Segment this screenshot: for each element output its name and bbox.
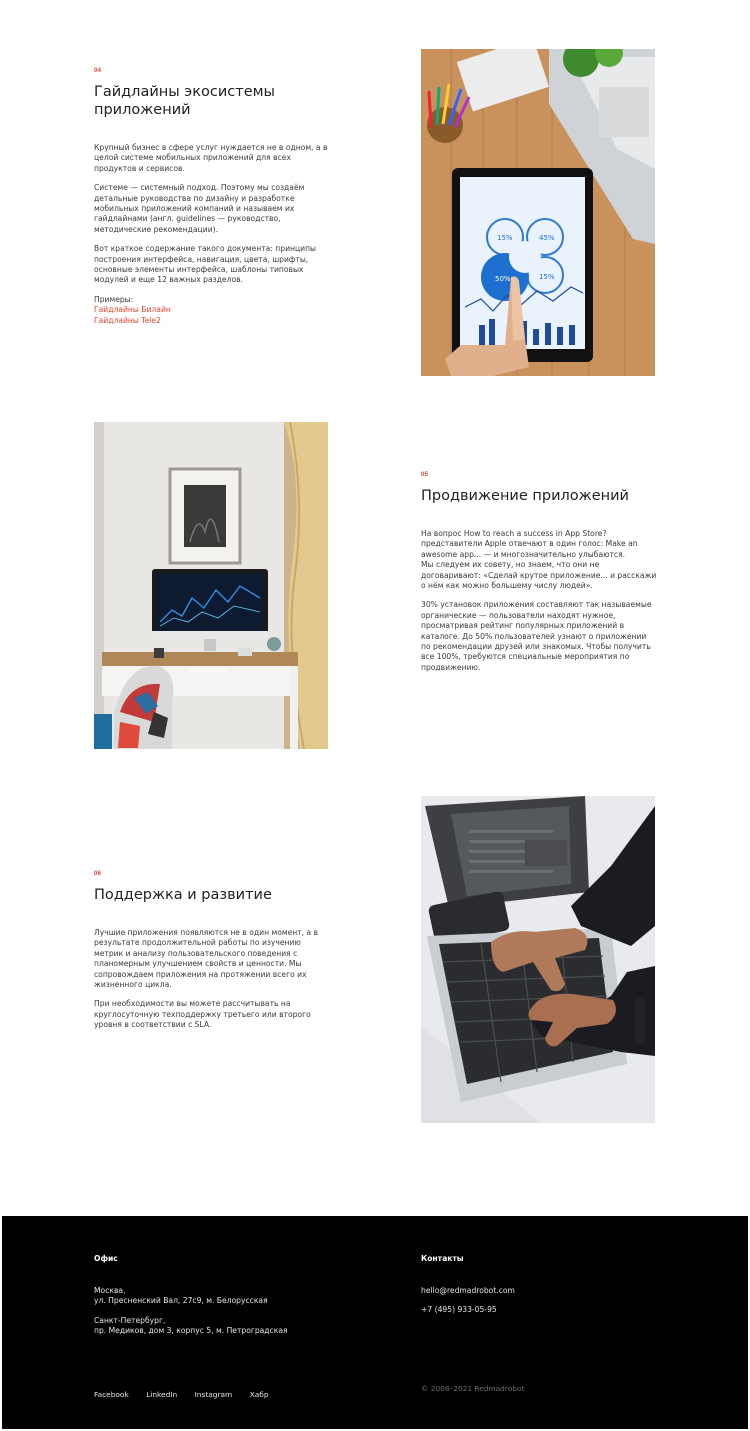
address-spb bbox=[94, 1316, 374, 1337]
office-title: Офис bbox=[94, 1254, 118, 1263]
section-number: 06 bbox=[94, 871, 102, 877]
tablet-label: 15% bbox=[497, 234, 513, 242]
workspace-photo bbox=[94, 422, 328, 749]
footer-contacts bbox=[421, 1254, 671, 1316]
section-guidelines bbox=[94, 68, 330, 326]
paragraph: Мы следуем их совету, но знаем, что они не договаривают: «Сделай крутое приложение... и расскажи о нём как можно большему числу людей». bbox=[421, 560, 657, 591]
examples bbox=[94, 295, 330, 326]
phone-link[interactable]: +7 (495) 933-05-95 bbox=[421, 1305, 497, 1315]
city-moscow: Москва, bbox=[94, 1286, 126, 1295]
copyright: © 2008–2021 Redmadrobot bbox=[421, 1384, 525, 1393]
city-spb: Санкт-Петербург, bbox=[94, 1315, 166, 1325]
section-support bbox=[94, 871, 330, 1031]
paragraph: На вопрос How to reach a success in App Store? представители Apple отвечают в один голос: Make an awesome app... — и многозначительно улыбаются. bbox=[421, 529, 638, 559]
footer-office bbox=[94, 1254, 374, 1337]
section-body bbox=[94, 928, 330, 1031]
email-link[interactable]: hello@redmadrobot.com bbox=[421, 1286, 515, 1295]
section-body bbox=[94, 143, 330, 326]
paragraph: 30% установок приложения составляют так называемые органические — пользователи находят нужное, просматривая рейтинг популярных приложений в каталоге. До 50% пользователей узнают о приложении по рекомендации друзей или знакомых. Чтобы получить все 100%, требуются специальные мероприятия по продвижению. bbox=[421, 600, 652, 672]
habr-link[interactable]: Хабр bbox=[249, 1390, 269, 1399]
section-title: Поддержка и развитие bbox=[94, 887, 272, 903]
tablet-label: 15% bbox=[539, 273, 555, 281]
address-moscow bbox=[94, 1286, 374, 1307]
section-number: 05 bbox=[421, 472, 429, 478]
link-beeline-guidelines[interactable]: Гайдлайны Билайн bbox=[94, 305, 171, 315]
linkedin-link[interactable]: LinkedIn bbox=[146, 1390, 178, 1399]
paragraph: Лучшие приложения появляются не в один момент, а в результате продолжительной работы по изучению метрик и анализу пользовательского поведения с планомерным улучшением свойств и ценности. Мы сопровождаем приложения на протяжении всего их жизненного цикла. bbox=[94, 928, 319, 990]
footer bbox=[2, 1216, 748, 1429]
examples-label: Примеры: bbox=[94, 294, 134, 304]
link-tele2-guidelines[interactable]: Гайдлайны Tele2 bbox=[94, 315, 161, 325]
section-title-line: приложений bbox=[94, 102, 191, 118]
address-spb-line: пр. Медиков, дом 3, корпус 5, м. Петроградская bbox=[94, 1326, 288, 1336]
tablet-label: 50% bbox=[495, 275, 511, 283]
social-links bbox=[94, 1384, 282, 1402]
section-promotion bbox=[421, 472, 657, 673]
tablet-label: 45% bbox=[539, 234, 555, 242]
paragraph: Вот краткое содержание такого документа: принципы построения интерфейса, навигация, цвета, шрифты, основные элементы интерфейса, шаблоны типовых модулей и еще 12 важных разделов. bbox=[94, 244, 317, 285]
paragraph-group bbox=[421, 529, 657, 591]
paragraph: Системе — системный подход. Поэтому мы создаём детальные руководства по дизайну и разработке мобильных приложений компаний и называем их гайдлайнами (англ. guidelines — руководство, методические рекомендации). bbox=[94, 183, 305, 234]
instagram-link[interactable]: Instagram bbox=[194, 1390, 233, 1399]
section-number: 04 bbox=[94, 68, 102, 74]
facebook-link[interactable]: Facebook bbox=[94, 1390, 129, 1399]
tablet-photo bbox=[421, 49, 655, 376]
section-body bbox=[421, 529, 657, 673]
paragraph: При необходимости вы можете рассчитывать на круглосуточную техподдержку третьего или второго уровня в соответствии с SLA. bbox=[94, 999, 311, 1030]
paragraph: Крупный бизнес в сфере услуг нуждается не в одном, а в целой системе мобильных приложений для всех продуктов и сервисов. bbox=[94, 143, 328, 173]
contacts-title: Контакты bbox=[421, 1254, 464, 1263]
address-moscow-line: ул. Пресненский Вал, 27с9, м. Белорусская bbox=[94, 1296, 268, 1306]
laptop-typing-photo bbox=[421, 796, 655, 1123]
section-title-line: Гайдлайны экосистемы bbox=[94, 84, 276, 100]
section-title bbox=[94, 83, 330, 119]
section-title: Продвижение приложений bbox=[421, 488, 629, 504]
